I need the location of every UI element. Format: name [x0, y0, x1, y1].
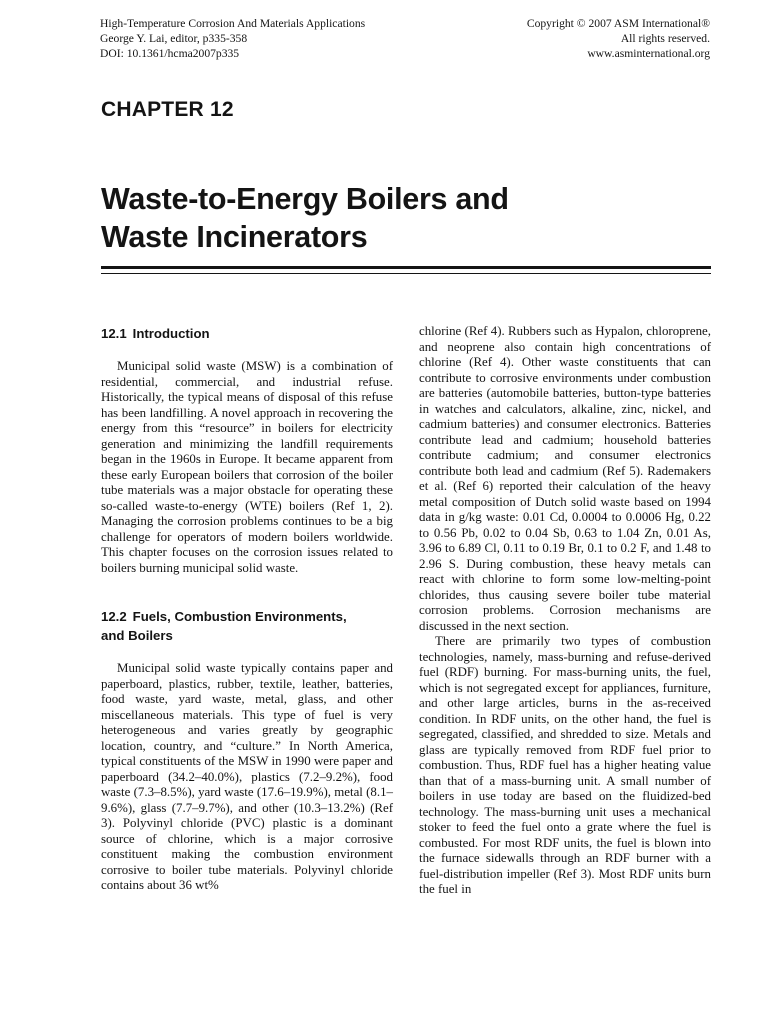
paragraph: Municipal solid waste typically contains paper and paperboard, plastics, rubber, textile, leather, batteries, food waste, yard waste, metal, glass, and other miscellaneous materials. This type of fuel is very heterogeneous and varies greatly by geographic location, country, and “culture.” In North America, typical constituents of the MSW in 1990 were paper and paperboard (34.2–40.0%), plastics (7.2–9.2%), food waste (7.3–8.5%), yard waste (17.6–19.9%), metal (8.1–9.6%), glass (7.7–9.7%), and other (10.3–13.2%) (Ref 3). Polyvinyl chloride (PVC) plastic is a dominant source of chlorine, which is a major corrosive constituent making the combustion environment corrosive to boiler tube materials. Polyvinyl chloride contains about 36 wt%	[101, 661, 393, 892]
header-citation	[100, 16, 365, 61]
section-title-line-2: and Boilers	[101, 628, 173, 643]
section-heading-12-1	[101, 324, 393, 343]
header-editor-pages: George Y. Lai, editor, p335-358	[100, 32, 248, 45]
header-copyright-line: Copyright © 2007 ASM International®	[526, 17, 710, 30]
paragraph: Municipal solid waste (MSW) is a combination of residential, commercial, and industrial refuse. Historically, the typical means of disposal of this refuse has been landfilling. A novel approach in recovering the energy from this “resource” in boilers for electricity generation and minimizing the landfill requirements began in the 1960s in Europe. It became apparent from these early European boilers that corrosion of the boiler tube materials was a major obstacle for operating these so-called waste-to-energy (WTE) boilers (Ref 1, 2). Managing the corrosion problems continues to be a big challenge for operators of modern boilers worldwide. This chapter focuses on the corrosion issues related to boilers burning municipal solid waste.	[101, 359, 393, 575]
chapter-label: CHAPTER 12	[101, 98, 234, 121]
header-copyright	[527, 16, 710, 61]
section-title: Introduction	[132, 326, 210, 341]
paragraph: There are primarily two types of combustion technologies, namely, mass-burning and refuse-derived fuel (RDF) burning. For mass-burning units, the fuel, which is not segregated except for appliances, furniture, and other large articles, burns in the as-received condition. In RDF units, on the other hand, the fuel is segregated, classified, and shredded to size. Metals and glass are typically removed from RDF fuel prior to combustion. Thus, RDF fuel has a higher heating value than that of a mass-burning unit. A small number of boilers in use today are based on the fluidized-bed technology. The mass-burning unit uses a mechanical stoker to feed the fuel onto a grate where the fuel is combusted. For most RDF units, the fuel is blown into the furnace sidewalls through an RDF burner with a fuel-distribution impeller (Ref 3). Most RDF units burn the fuel in	[419, 634, 711, 896]
chapter-title-line-2: Waste Incinerators	[101, 220, 368, 254]
chapter-title-line-1: Waste-to-Energy Boilers and	[101, 182, 509, 216]
paragraph-continued: chlorine (Ref 4). Rubbers such as Hypalon, chloroprene, and neoprene also contain high concentrations of chlorine (Ref 4). Other waste constituents that can contribute to corrosive environments under combustion are batteries (automobile batteries, button-type batteries in watches and calculators, alkaline, zinc, nickel, and cadmium batteries) and consumer electronics. Batteries contribute lead and cadmium; household batteries contribute cadmium; and consumer electronics contribute both lead and cadmium (Ref 5). Rademakers et al. (Ref 6) reported their calculation of the heavy metal composition of Dutch solid waste based on 1994 data in g/kg waste: 0.01 Cd, 0.0004 to 0.0006 Hg, 0.22 to 0.56 Pb, 0.02 to 0.04 Sb, 0.63 to 1.04 Zn, 0.01 As, 3.96 to 6.89 Cl, 0.11 to 0.19 Br, 0.1 to 0.2 F, and 1.48 to 2.96 S. During combustion, these heavy metals can react with chlorine to form some low-melting-point chlorides, thus causing severe boiler tube material corrosion problems. Corrosion mechanisms are discussed in the next section.	[419, 324, 711, 633]
text-column-left	[101, 324, 393, 894]
header-website: www.asminternational.org	[587, 47, 710, 60]
title-rule-thick	[101, 266, 711, 269]
header-rights-line: All rights reserved.	[620, 32, 710, 45]
section-number: 12.1	[101, 326, 127, 341]
header-doi: DOI: 10.1361/hcma2007p335	[100, 47, 240, 60]
chapter-title	[101, 180, 701, 256]
section-number: 12.2	[101, 609, 127, 624]
section-heading-12-2	[101, 607, 393, 645]
header-book-title: High-Temperature Corrosion And Materials Applications	[100, 17, 366, 30]
title-rule-thin	[101, 273, 711, 274]
section-title-line-1: Fuels, Combustion Environments,	[132, 609, 347, 624]
text-column-right	[419, 324, 711, 898]
